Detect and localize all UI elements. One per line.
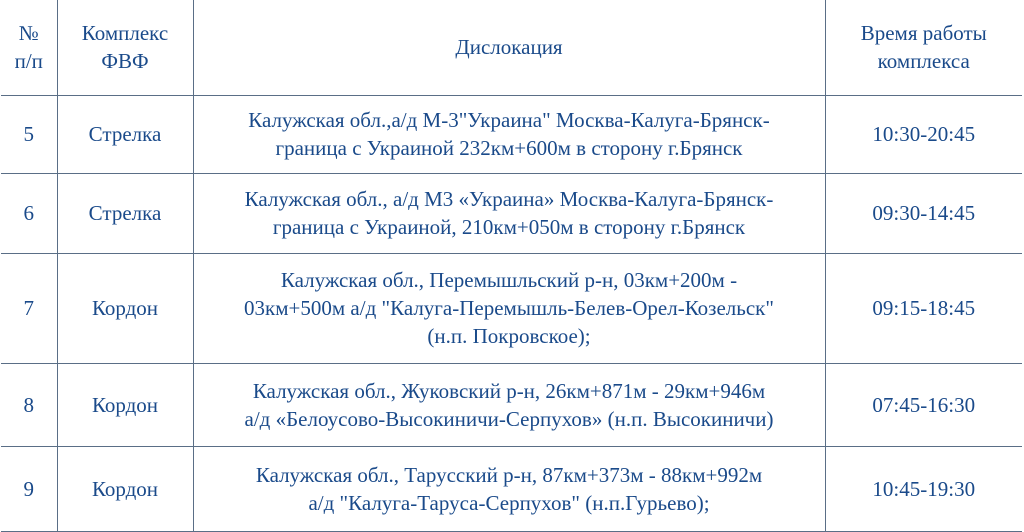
row-time: 07:45-16:30 — [825, 363, 1022, 446]
table-row — [1, 95, 1022, 173]
row-time: 09:15-18:45 — [825, 253, 1022, 363]
location-line: Калужская обл.,а/д М-3"Украина" Москва-Калуга-Брянск- — [248, 108, 770, 132]
header-number-line2: п/п — [14, 49, 43, 74]
row-number: 7 — [1, 253, 57, 363]
table-row — [1, 363, 1022, 446]
row-location — [193, 95, 825, 173]
header-time-line2: комплекса — [877, 49, 970, 74]
location-line: Калужская обл., Жуковский р-н, 26км+871м - 29км+946м — [252, 378, 766, 403]
row-number: 5 — [1, 95, 57, 173]
header-complex — [57, 0, 193, 95]
table-row — [1, 253, 1022, 363]
header-number-line1: № — [18, 21, 39, 46]
table-row — [1, 173, 1022, 253]
row-time: 10:45-19:30 — [825, 446, 1022, 531]
row-number: 6 — [1, 173, 57, 253]
location-line: Калужская обл., Тарусский р-н, 87км+373м - 88км+992м — [255, 462, 763, 487]
row-time: 10:30-20:45 — [825, 95, 1022, 173]
location-line: граница с Украиной, 210км+050м в сторону г.Брянск — [272, 215, 746, 239]
row-complex: Кордон — [57, 363, 193, 446]
location-line: граница с Украиной 232км+600м в сторону г.Брянск — [275, 136, 743, 160]
row-complex: Кордон — [57, 446, 193, 531]
location-line: Калужская обл., а/д М3 «Украина» Москва-Калуга-Брянск- — [244, 187, 774, 211]
row-number: 9 — [1, 446, 57, 531]
table-row — [1, 446, 1022, 531]
header-number — [1, 0, 57, 95]
row-location — [193, 446, 825, 531]
row-complex: Стрелка — [57, 173, 193, 253]
row-complex: Стрелка — [57, 95, 193, 173]
table-header-row — [1, 0, 1022, 95]
location-line: 03км+500м а/д "Калуга-Перемышль-Белев-Орел-Козельск" — [244, 296, 774, 320]
row-number: 8 — [1, 363, 57, 446]
location-line: а/д «Белоусово-Высокиничи-Серпухов» (н.п. Высокиничи) — [244, 406, 774, 431]
row-location — [193, 363, 825, 446]
location-line: а/д "Калуга-Таруса-Серпухов" (н.п.Гурьево); — [308, 490, 710, 515]
speed-camera-schedule-table — [1, 0, 1022, 532]
header-complex-line1: Комплекс — [81, 21, 169, 46]
row-location — [193, 253, 825, 363]
row-location — [193, 173, 825, 253]
header-time-line1: Время работы — [860, 21, 987, 46]
row-time: 09:30-14:45 — [825, 173, 1022, 253]
location-line: Калужская обл., Перемышльский р-н, 03км+200м - — [280, 268, 738, 292]
header-complex-line2: ФВФ — [101, 49, 149, 74]
header-location — [193, 0, 825, 95]
location-line: (н.п. Покровское); — [427, 324, 591, 348]
header-location-text: Дислокация — [455, 35, 563, 60]
row-complex: Кордон — [57, 253, 193, 363]
header-working-time — [825, 0, 1022, 95]
